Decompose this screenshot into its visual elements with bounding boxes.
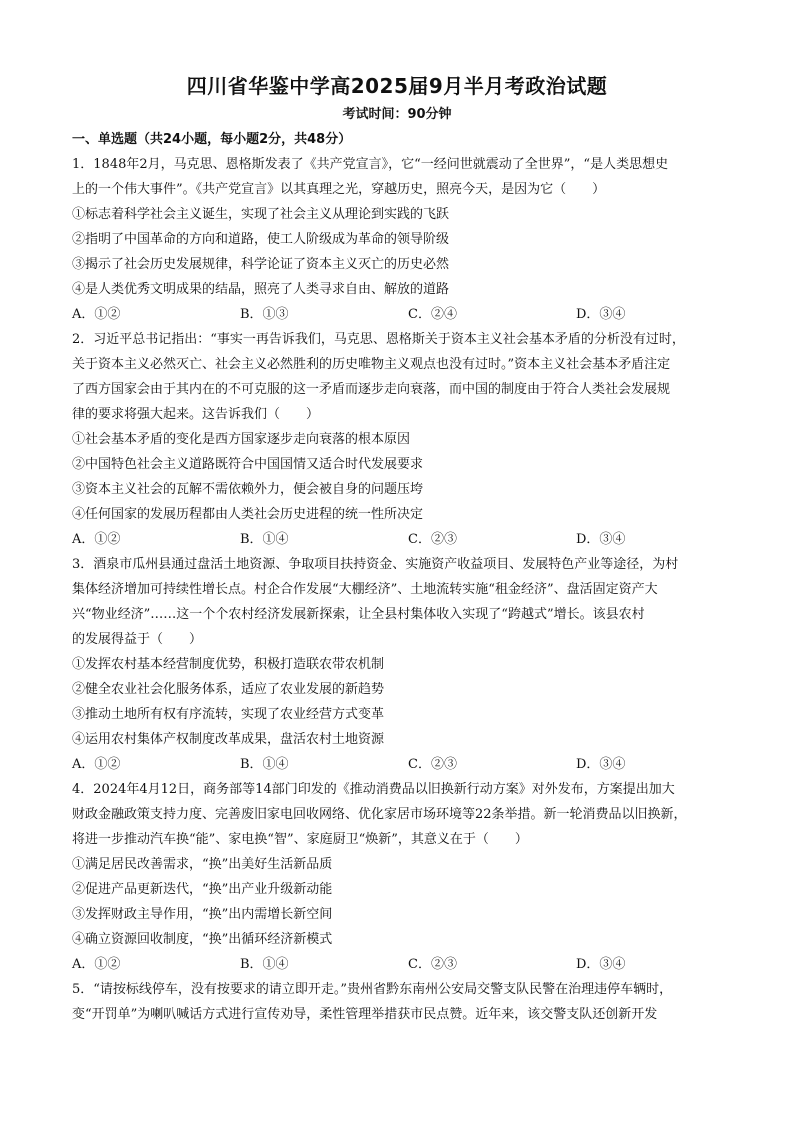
question-2-stem-line: 关于资本主义必然灭亡、社会主义必然胜利的历史唯物主义观点也没有过时。”资本主义社会基本矛盾注定: [72, 357, 671, 372]
question-3-item: ③推动土地所有权有序流转，实现了农业经营方式变革: [72, 707, 385, 722]
option-b: B．①③: [240, 307, 289, 322]
question-2-stem-line: 2．习近平总书记指出：“事实一再告诉我们，马克思、恩格斯关于资本主义社会基本矛盾的分析没有过时，: [72, 332, 685, 347]
question-4-item: ②促进产品更新迭代，“换”出产业升级新动能: [72, 882, 333, 897]
option-c: C．②④: [408, 307, 457, 322]
option-d: D．③④: [576, 757, 626, 772]
option-c: C．②③: [408, 532, 457, 547]
option-b: B．①④: [240, 757, 289, 772]
question-2-item: ②中国特色社会主义道路既符合中国国情又适合时代发展要求: [72, 457, 424, 472]
question-1-options: [72, 306, 722, 324]
question-2-stem-line: 律的要求将强大起来。这告诉我们（ ）: [72, 407, 320, 422]
question-1-item: ①标志着科学社会主义诞生，实现了社会主义从理论到实践的飞跃: [72, 207, 450, 222]
question-1-stem-line: 1．1848年2月，马克思、恩格斯发表了《共产党宣言》，它“一经问世就震动了全世界”，“是人类思想史: [72, 157, 669, 172]
question-4-options: [72, 956, 722, 974]
exam-duration: 考试时间：90分钟: [342, 107, 452, 122]
question-4-item: ①满足居民改善需求，“换”出美好生活新品质: [72, 857, 333, 872]
question-4-stem-line: 4．2024年4月12日，商务部等14部门印发的《推动消费品以旧换新行动方案》对外发布，方案提出加大: [72, 782, 675, 797]
question-2-stem-line: 了西方国家会由于其内在的不可克服的这一矛盾而逐步走向衰落，而中国的制度由于符合人类社会发展规: [72, 382, 671, 397]
question-3-stem-line: 3．酒泉市瓜州县通过盘活土地资源、争取项目扶持资金、实施资产收益项目、发展特色产业等途径，为村: [72, 557, 679, 572]
question-3-item: ②健全农业社会化服务体系，适应了农业发展的新趋势: [72, 682, 385, 697]
option-d: D．③④: [576, 532, 626, 547]
option-c: C．②③: [408, 757, 457, 772]
question-2-item: ④任何国家的发展历程都由人类社会历史进程的统一性所决定: [72, 507, 424, 522]
question-2-item: ③资本主义社会的瓦解不需依赖外力，便会被自身的问题压垮: [72, 482, 424, 497]
question-1-stem-line: 上的一个伟大事件”。《共产党宣言》以其真理之光，穿越历史，照亮今天，是因为它（ ）: [72, 182, 606, 197]
question-4-item: ③发挥财政主导作用，“换”出内需增长新空间: [72, 907, 333, 922]
option-b: B．①④: [240, 957, 289, 972]
question-3-stem-line: 的发展得益于（ ）: [72, 632, 203, 647]
question-2-item: ①社会基本矛盾的变化是西方国家逐步走向衰落的根本原因: [72, 432, 411, 447]
question-4-stem-line: 财政金融政策支持力度、完善废旧家电回收网络、优化家居市场环境等22条举措。新一轮消费品以旧换新，: [72, 807, 687, 822]
question-4-stem-line: 将进一步推动汽车换“能”、家电换“智”、家庭厨卫“焕新”，其意义在于（ ）: [72, 832, 528, 847]
question-4-item: ④确立资源回收制度，“换”出循环经济新模式: [72, 932, 333, 947]
question-1-item: ③揭示了社会历史发展规律，科学论证了资本主义灭亡的历史必然: [72, 257, 450, 272]
option-c: C．②③: [408, 957, 457, 972]
question-5-stem-line: 5．“请按标线停车，没有按要求的请立即开走。”贵州省黔东南州公安局交警支队民警在治理违停车辆时，: [72, 982, 673, 997]
question-1-item: ④是人类优秀文明成果的结晶，照亮了人类寻求自由、解放的道路: [72, 282, 450, 297]
question-3-item: ④运用农村集体产权制度改革成果，盘活农村土地资源: [72, 732, 385, 747]
option-d: D．③④: [576, 307, 626, 322]
option-a: A．①②: [72, 757, 121, 772]
question-3-stem-line: 兴“物业经济”……这一个个农村经济发展新探索，让全县村集体收入实现了“跨越式”增长。该县农村: [72, 607, 645, 622]
option-a: A．①②: [72, 957, 121, 972]
option-d: D．③④: [576, 957, 626, 972]
question-3-options: [72, 756, 722, 774]
question-3-item: ①发挥农村基本经营制度优势，积极打造联农带农机制: [72, 657, 385, 672]
question-5-stem-line: 变“开罚单”为喇叭喊话方式进行宣传劝导，柔性管理举措获市民点赞。近年来，该交警支队还创新开发: [72, 1007, 658, 1022]
page-title: 四川省华鉴中学高2025届9月半月考政治试题: [186, 74, 608, 98]
question-3-stem-line: 集体经济增加可持续性增长点。村企合作发展“大棚经济”、土地流转实施“租金经济”、盘活固定资产大: [72, 582, 658, 597]
option-b: B．①④: [240, 532, 289, 547]
section-heading: 一、单选题（共24小题，每小题2分，共48分）: [72, 132, 352, 147]
question-2-options: [72, 531, 722, 549]
option-a: A．①②: [72, 307, 121, 322]
option-a: A．①②: [72, 532, 121, 547]
question-1-item: ②指明了中国革命的方向和道路，使工人阶级成为革命的领导阶级: [72, 232, 450, 247]
